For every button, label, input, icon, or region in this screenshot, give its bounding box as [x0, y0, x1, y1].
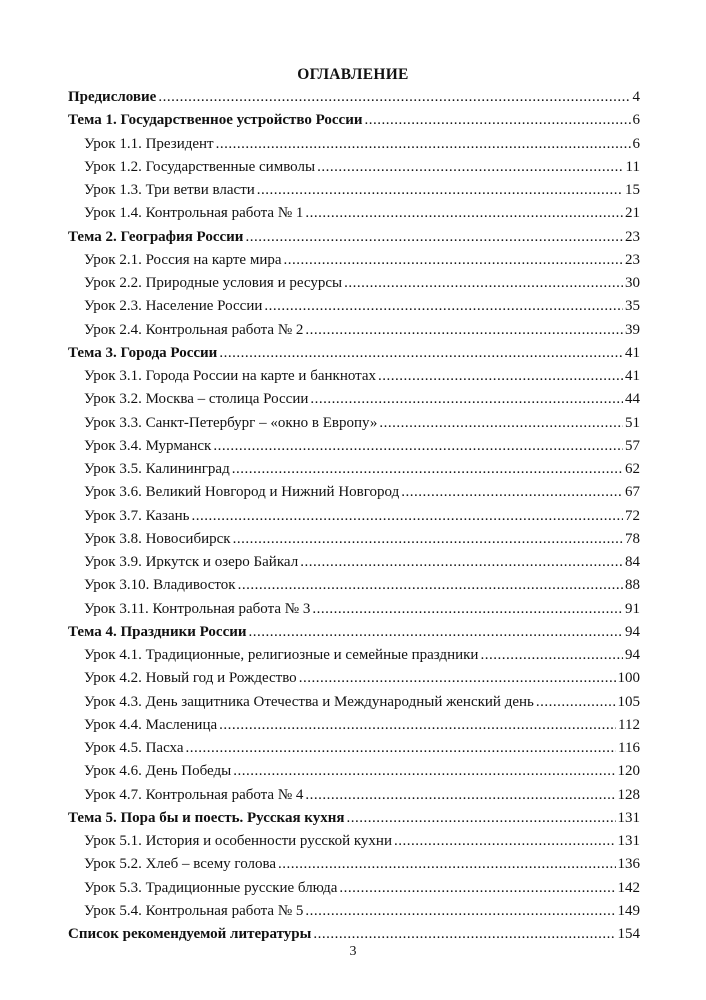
- toc-entry-page-number: 72: [625, 507, 640, 524]
- toc-entry-page-number: 100: [617, 670, 640, 687]
- toc-entry-page-number: 21: [625, 205, 640, 222]
- toc-entry-page-number: 23: [625, 228, 640, 245]
- toc-entry-label: Урок 3.9. Иркутск и озеро Байкал: [84, 554, 299, 570]
- toc-dot-leader: [536, 691, 616, 714]
- toc-lesson-entry[interactable]: [68, 760, 640, 783]
- toc-dot-leader: [216, 133, 631, 156]
- toc-dot-leader: [158, 86, 630, 109]
- toc-entry-label: Урок 1.1. Президент: [84, 135, 214, 152]
- toc-dot-leader: [305, 900, 615, 923]
- toc-entry-label: Урок 3.4. Мурманск: [84, 437, 212, 454]
- toc-lesson-entry[interactable]: [68, 737, 640, 760]
- toc-dot-leader: [310, 388, 623, 411]
- toc-entry-label: Урок 2.2. Природные условия и ресурсы: [84, 275, 343, 291]
- toc-entry-page-number: 39: [625, 321, 640, 338]
- toc-lesson-entry[interactable]: [68, 784, 640, 807]
- toc-section-entry[interactable]: [68, 226, 640, 249]
- toc-entry-page-number: 84: [625, 554, 640, 570]
- toc-entry-page-number: 41: [625, 368, 640, 384]
- toc-dot-leader: [312, 598, 623, 621]
- toc-entry-page-number: 91: [625, 600, 640, 617]
- toc-entry-label: Тема 5. Пора бы и поесть. Русская кухня: [68, 809, 345, 826]
- toc-entry-page-number: 112: [618, 716, 640, 733]
- toc-dot-leader: [219, 714, 616, 737]
- toc-lesson-entry[interactable]: [68, 133, 640, 156]
- toc-dot-leader: [238, 574, 623, 597]
- toc-entry-label: Урок 3.5. Калининград: [84, 461, 230, 477]
- table-of-contents: [68, 86, 640, 946]
- toc-dot-leader: [378, 365, 623, 388]
- toc-dot-leader: [233, 760, 615, 783]
- page-number: 3: [349, 944, 357, 959]
- toc-dot-leader: [299, 667, 616, 690]
- toc-entry-label: Урок 4.5. Пасха: [84, 740, 184, 756]
- toc-lesson-entry[interactable]: [68, 319, 640, 342]
- toc-lesson-entry[interactable]: [68, 412, 640, 435]
- toc-dot-leader: [313, 923, 615, 946]
- toc-entry-label: Урок 4.2. Новый год и Рождество: [84, 670, 297, 687]
- toc-entry-page-number: 131: [617, 833, 640, 849]
- toc-entry-page-number: 41: [625, 344, 640, 361]
- toc-lesson-entry[interactable]: [68, 156, 640, 179]
- toc-entry-page-number: 15: [625, 182, 640, 198]
- toc-lesson-entry[interactable]: [68, 551, 640, 574]
- toc-entry-page-number: 30: [625, 275, 640, 291]
- toc-entry-label: Урок 5.4. Контрольная работа № 5: [84, 902, 304, 919]
- toc-dot-leader: [249, 621, 623, 644]
- toc-lesson-entry[interactable]: [68, 877, 640, 900]
- toc-entry-label: Урок 4.4. Масленица: [84, 716, 218, 733]
- toc-dot-leader: [278, 853, 615, 876]
- toc-dot-leader: [317, 156, 623, 179]
- toc-lesson-entry[interactable]: [68, 365, 640, 388]
- toc-dot-leader: [192, 505, 623, 528]
- toc-entry-label: Урок 5.2. Хлеб – всему голова: [84, 856, 277, 873]
- toc-entry-label: Урок 2.1. Россия на карте мира: [84, 251, 282, 268]
- toc-entry-page-number: 78: [625, 530, 640, 547]
- toc-lesson-entry[interactable]: [68, 295, 640, 318]
- toc-entry-page-number: 44: [625, 391, 640, 408]
- toc-lesson-entry[interactable]: [68, 481, 640, 504]
- toc-entry-page-number: 11: [625, 158, 640, 175]
- toc-dot-leader: [305, 202, 623, 225]
- toc-entry-page-number: 128: [617, 786, 640, 803]
- toc-entry-page-number: 6: [632, 112, 640, 129]
- toc-entry-label: Урок 3.8. Новосибирск: [84, 530, 231, 547]
- toc-dot-leader: [233, 528, 623, 551]
- toc-dot-leader: [394, 830, 616, 853]
- toc-section-entry[interactable]: [68, 621, 640, 644]
- toc-entry-label: Урок 2.4. Контрольная работа № 2: [84, 321, 304, 338]
- toc-dot-leader: [300, 551, 623, 574]
- toc-entry-page-number: 149: [617, 902, 640, 919]
- toc-lesson-entry[interactable]: [68, 574, 640, 597]
- toc-dot-leader: [213, 435, 623, 458]
- toc-entry-label: Урок 3.7. Казань: [84, 507, 190, 524]
- toc-dot-leader: [401, 481, 623, 504]
- toc-entry-page-number: 120: [617, 763, 640, 780]
- toc-entry-label: Урок 4.3. День защитника Отечества и Международный женский день: [84, 693, 534, 710]
- toc-lesson-entry[interactable]: [68, 900, 640, 923]
- toc-lesson-entry[interactable]: [68, 830, 640, 853]
- toc-entry-page-number: 88: [625, 577, 640, 594]
- toc-lesson-entry[interactable]: [68, 388, 640, 411]
- toc-lesson-entry[interactable]: [68, 667, 640, 690]
- toc-dot-leader: [344, 272, 623, 295]
- toc-lesson-entry[interactable]: [68, 644, 640, 667]
- toc-lesson-entry[interactable]: [68, 458, 640, 481]
- toc-entry-label: Урок 3.6. Великий Новгород и Нижний Новгород: [84, 484, 400, 501]
- toc-entry-label: Тема 4. Праздники России: [68, 623, 247, 640]
- toc-dot-leader: [379, 412, 623, 435]
- toc-entry-label: Урок 2.3. Население России: [84, 298, 263, 315]
- toc-section-entry[interactable]: [68, 86, 640, 109]
- toc-entry-label: Урок 3.10. Владивосток: [84, 577, 236, 594]
- toc-entry-page-number: 136: [617, 856, 640, 873]
- toc-entry-label: Урок 5.1. История и особенности русской кухни: [84, 833, 392, 849]
- toc-entry-page-number: 105: [617, 693, 640, 710]
- toc-lesson-entry[interactable]: [68, 691, 640, 714]
- toc-entry-label: Урок 3.1. Города России на карте и банкнотах: [84, 368, 377, 384]
- toc-lesson-entry[interactable]: [68, 249, 640, 272]
- toc-dot-leader: [480, 644, 623, 667]
- toc-lesson-entry[interactable]: [68, 202, 640, 225]
- toc-entry-label: Урок 3.2. Москва – столица России: [84, 391, 309, 408]
- toc-entry-label: Тема 3. Города России: [68, 344, 218, 361]
- toc-entry-page-number: 154: [617, 926, 640, 942]
- toc-entry-label: Урок 5.3. Традиционные русские блюда: [84, 879, 338, 896]
- toc-dot-leader: [284, 249, 623, 272]
- toc-entry-page-number: 94: [625, 623, 640, 640]
- toc-entry-label: Урок 3.3. Санкт-Петербург – «окно в Европу»: [84, 414, 378, 431]
- toc-entry-label: Тема 2. География России: [68, 228, 244, 245]
- toc-lesson-entry[interactable]: [68, 598, 640, 621]
- toc-dot-leader: [339, 877, 615, 900]
- toc-entry-page-number: 67: [625, 484, 640, 501]
- toc-lesson-entry[interactable]: [68, 435, 640, 458]
- toc-entry-page-number: 94: [625, 647, 640, 663]
- toc-entry-label: Урок 1.4. Контрольная работа № 1: [84, 205, 304, 222]
- toc-entry-label: Урок 1.3. Три ветви власти: [84, 182, 255, 198]
- toc-entry-label: Урок 4.1. Традиционные, религиозные и семейные праздники: [84, 647, 479, 663]
- toc-lesson-entry[interactable]: [68, 272, 640, 295]
- toc-entry-page-number: 62: [625, 461, 640, 477]
- toc-section-entry[interactable]: [68, 923, 640, 946]
- toc-dot-leader: [347, 807, 616, 830]
- toc-dot-leader: [232, 458, 623, 481]
- toc-entry-page-number: 23: [625, 251, 640, 268]
- toc-entry-label: Список рекомендуемой литературы: [68, 926, 312, 942]
- toc-entry-label: Урок 1.2. Государственные символы: [84, 158, 316, 175]
- toc-entry-page-number: 142: [617, 879, 640, 896]
- toc-entry-label: Предисловие: [68, 89, 157, 105]
- toc-dot-leader: [219, 342, 623, 365]
- toc-entry-page-number: 51: [625, 414, 640, 431]
- toc-lesson-entry[interactable]: [68, 714, 640, 737]
- toc-dot-leader: [305, 319, 623, 342]
- toc-dot-leader: [245, 226, 623, 249]
- toc-section-entry[interactable]: [68, 342, 640, 365]
- toc-lesson-entry[interactable]: [68, 505, 640, 528]
- toc-entry-page-number: 131: [617, 809, 640, 826]
- toc-entry-label: Тема 1. Государственное устройство России: [68, 112, 363, 129]
- toc-entry-page-number: 35: [625, 298, 640, 315]
- toc-dot-leader: [365, 109, 631, 132]
- toc-lesson-entry[interactable]: [68, 179, 640, 202]
- toc-entry-page-number: 4: [632, 89, 640, 105]
- toc-section-entry[interactable]: [68, 109, 640, 132]
- toc-title: ОГЛАВЛЕНИЕ: [297, 66, 409, 83]
- toc-entry-page-number: 6: [632, 135, 640, 152]
- toc-dot-leader: [257, 179, 623, 202]
- toc-entry-page-number: 57: [625, 437, 640, 454]
- toc-section-entry[interactable]: [68, 807, 640, 830]
- toc-entry-label: Урок 4.6. День Победы: [84, 763, 232, 780]
- toc-lesson-entry[interactable]: [68, 853, 640, 876]
- toc-entry-label: Урок 3.11. Контрольная работа № 3: [84, 600, 311, 617]
- toc-lesson-entry[interactable]: [68, 528, 640, 551]
- toc-entry-page-number: 116: [618, 740, 640, 756]
- toc-dot-leader: [186, 737, 617, 760]
- toc-dot-leader: [305, 784, 615, 807]
- toc-entry-label: Урок 4.7. Контрольная работа № 4: [84, 786, 304, 803]
- toc-dot-leader: [264, 295, 623, 318]
